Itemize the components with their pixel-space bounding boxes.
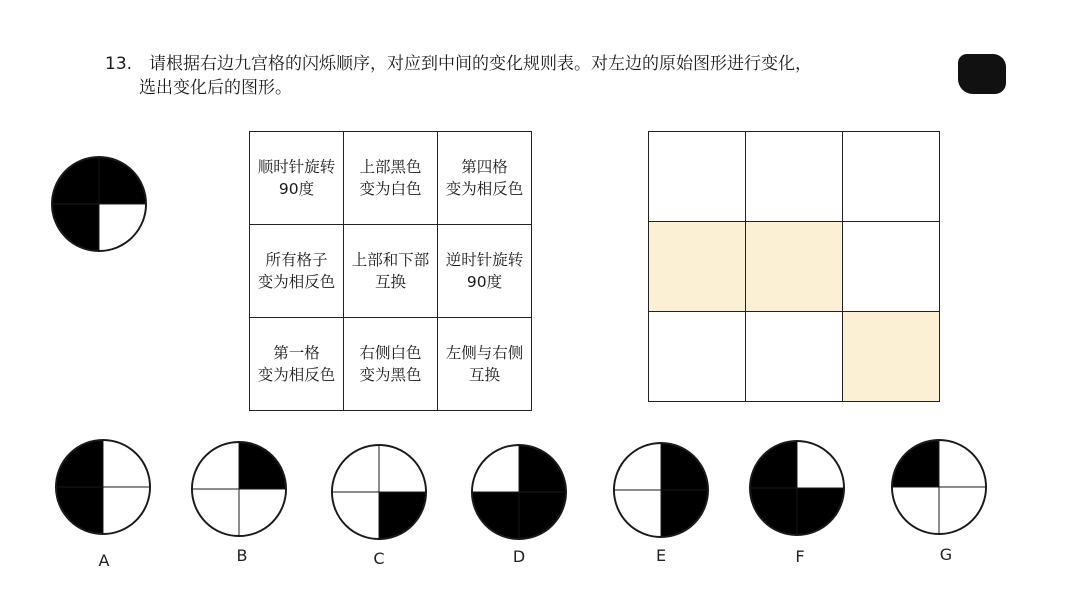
rule-cell	[438, 132, 532, 225]
rule-cell	[438, 318, 532, 411]
question-line-2: 选出变化后的图形。	[139, 78, 292, 98]
option-c-figure[interactable]	[330, 443, 428, 541]
option-g-label[interactable]: G	[939, 545, 953, 564]
option-c-label[interactable]: C	[373, 549, 385, 568]
rules-table	[249, 131, 532, 411]
option-a-figure[interactable]	[54, 438, 152, 536]
rule-text: 右侧白色	[359, 344, 422, 362]
flash-cell	[843, 222, 940, 312]
rule-text: 所有格子	[265, 251, 328, 269]
rule-cell	[250, 318, 344, 411]
rule-cell	[344, 225, 438, 318]
flash-cell-lit	[649, 222, 746, 312]
question-number: 13.	[105, 54, 133, 74]
rule-text: 左侧与右侧	[445, 344, 524, 362]
flash-cell-lit	[843, 312, 940, 402]
rule-text: 互换	[468, 366, 500, 384]
rule-text: 第四格	[461, 158, 508, 176]
flash-cell	[649, 312, 746, 402]
rule-text: 顺时针旋转	[257, 158, 336, 176]
rule-text: 第一格	[273, 344, 320, 362]
option-a-label[interactable]: A	[98, 551, 110, 570]
rule-text: 上部黑色	[359, 158, 422, 176]
flash-cell	[843, 132, 940, 222]
rule-text: 变为黑色	[359, 366, 422, 384]
rule-text: 逆时针旋转	[445, 251, 524, 269]
rule-text: 变为白色	[359, 180, 422, 198]
question-text	[105, 52, 812, 100]
redacted-page-mark	[958, 54, 1006, 94]
rule-text: 变为相反色	[445, 180, 524, 198]
flash-cell	[746, 132, 843, 222]
rule-text: 变为相反色	[257, 273, 336, 291]
flash-cell-lit	[746, 222, 843, 312]
option-d-figure[interactable]	[470, 443, 568, 541]
rule-cell	[250, 132, 344, 225]
option-e-label[interactable]: E	[655, 546, 667, 565]
flash-cell	[746, 312, 843, 402]
flash-cell	[649, 132, 746, 222]
rule-cell	[250, 225, 344, 318]
option-g-figure[interactable]	[890, 438, 988, 536]
option-b-figure[interactable]	[190, 440, 288, 538]
original-figure	[50, 155, 148, 253]
rule-text: 90度	[278, 180, 315, 198]
rule-text: 上部和下部	[351, 251, 430, 269]
rule-text: 互换	[374, 273, 406, 291]
rule-cell	[344, 132, 438, 225]
option-d-label[interactable]: D	[512, 547, 526, 566]
question-line-1: 请根据右边九宫格的闪烁顺序，对应到中间的变化规则表。对左边的原始图形进行变化，	[149, 54, 812, 74]
option-e-figure[interactable]	[612, 441, 710, 539]
option-f-label[interactable]: F	[795, 547, 805, 566]
rule-text: 90度	[466, 273, 503, 291]
rule-cell	[344, 318, 438, 411]
rule-cell	[438, 225, 532, 318]
option-b-label[interactable]: B	[236, 546, 248, 565]
flash-grid	[648, 131, 940, 402]
rule-text: 变为相反色	[257, 366, 336, 384]
option-f-figure[interactable]	[748, 439, 846, 537]
